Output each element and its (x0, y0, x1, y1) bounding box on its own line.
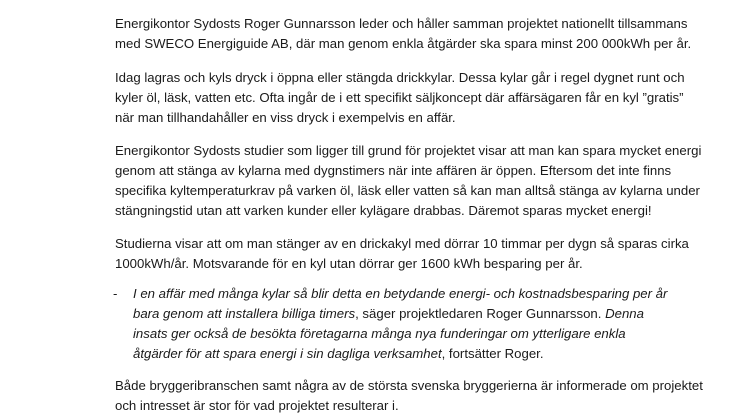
paragraph-3-line-4: stängningstid utan att varken kunder eller kylägare drabbas. Däremot sparas mycket energi! (115, 203, 652, 218)
quote-line-3-text: insats ger också de besökta företagarna många nya funderingar om ytterligare enkla (133, 326, 626, 341)
paragraph-3 (115, 141, 702, 221)
quote-line-1-text: I en affär med många kylar så blir detta en betydande energi- och kostnadsbesparing per år (133, 286, 668, 301)
paragraph-4-line-1: Studierna visar att om man stänger av en drickakyl med dörrar 10 timmar per dygn så sparas cirka (115, 236, 689, 251)
paragraph-2-line-3: när man tillhandahåller en viss dryck i exempelvis en affär. (115, 110, 456, 125)
quote-line-2-plain: , säger projektledaren Roger Gunnarsson. (355, 306, 606, 321)
quote-text (133, 284, 678, 364)
paragraph-3-line-1: Energikontor Sydosts studier som ligger till grund för projektet visar att man kan spara mycket energi (115, 143, 702, 158)
quote-line-2-italic2: Denna (605, 306, 644, 321)
quote-line-4-plain: , fortsätter Roger. (441, 346, 544, 361)
clipped-header-line (115, 0, 675, 2)
paragraph-1 (115, 14, 692, 54)
quote-line-2 (133, 304, 678, 324)
paragraph-4-line-2: 1000kWh/år. Motsvarande för en kyl utan dörrar ger 1600 kWh besparing per år. (115, 256, 583, 271)
quote-line-3 (133, 324, 678, 344)
quote-line-4-italic: åtgärder för att spara energi i sin dagliga verksamhet (133, 346, 442, 361)
quote-line-1 (133, 284, 678, 304)
paragraph-1-line-1: Energikontor Sydosts Roger Gunnarsson leder och håller samman projektet nationellt tillsammans (115, 16, 688, 31)
quote-dash: - (113, 286, 118, 301)
quote-line-4 (133, 344, 678, 364)
paragraph-3-line-2: genom att stänga av kylarna med dygnstimers när inte affären är öppen. Eftersom det inte finns (115, 163, 672, 178)
paragraph-2-line-2: kyler öl, läsk, vatten etc. Ofta ingår de i ett specifikt säljkoncept där affärsägaren får en kyl ”gratis” (115, 90, 684, 105)
paragraph-4 (115, 234, 689, 274)
paragraph-2-line-1: Idag lagras och kyls dryck i öppna eller stängda drickkylar. Dessa kylar går i regel dygnet runt och (115, 70, 685, 85)
paragraph-5-line-1: Både bryggeribranschen samt några av de största svenska bryggerierna är informerade om projektet (115, 378, 703, 393)
paragraph-5-line-2: och intresset är stor för vad projektet resulterar i. (115, 398, 399, 413)
paragraph-3-line-3: specifika kyltemperaturkrav på varken öl, läsk eller vatten så kan man alltså stänga av kylarna under (115, 183, 700, 198)
clipped-header-text (115, 0, 675, 2)
paragraph-2 (115, 68, 685, 128)
quote-line-2-italic: bara genom att installera billiga timers (133, 306, 356, 321)
paragraph-1-line-2: med SWECO Energiguide AB, där man genom enkla åtgärder ska spara minst 200 000kWh per år. (115, 36, 692, 51)
paragraph-5 (115, 376, 703, 416)
